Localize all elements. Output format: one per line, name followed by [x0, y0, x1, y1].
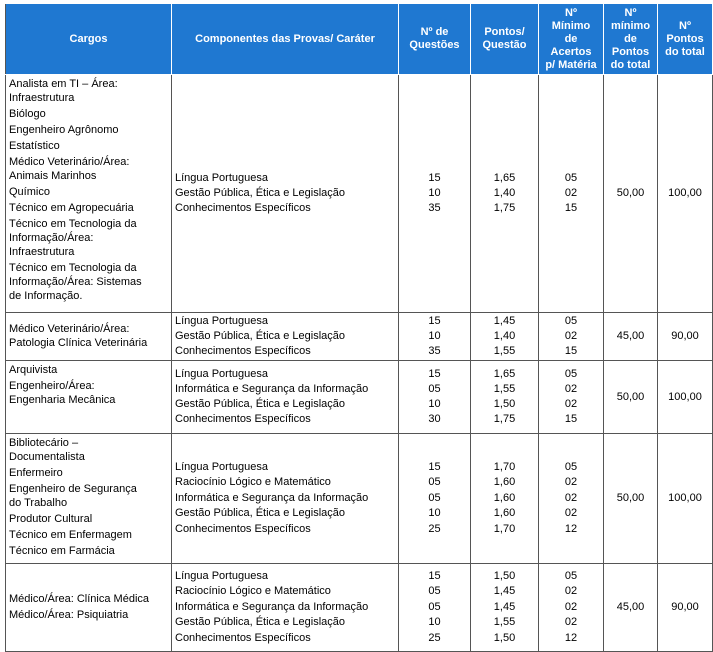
pontos-value: 1,50 [493, 569, 516, 582]
componentes-value: Língua Portuguesa [175, 172, 268, 184]
pontos-total-cell: 100,00 [658, 434, 713, 564]
cargo-line: Arquivista [9, 364, 58, 376]
questoes-value: 15 [428, 172, 441, 184]
min-pontos-cell: 50,00 [604, 434, 658, 564]
cargo-line: Estatístico [9, 140, 60, 152]
pontos-value: 1,45 [493, 585, 516, 598]
componentes-cell [172, 313, 399, 361]
acertos-value: 02 [564, 600, 578, 613]
componentes-value: Informática e Segurança da Informação [175, 491, 369, 504]
questoes-cell [399, 361, 471, 434]
pontos-cell [471, 75, 539, 313]
min-pontos-cell: 45,00 [604, 564, 658, 652]
pontos-cell [471, 313, 539, 361]
componentes-value: Informática e Segurança da Informação [175, 383, 369, 395]
cargo-line: Infraestrutura [9, 92, 75, 104]
cargo-item [9, 379, 168, 407]
cargo-item [9, 123, 168, 137]
pontos-value: 1,50 [493, 398, 516, 410]
questoes-value: 05 [428, 600, 441, 613]
acertos-cell [539, 361, 604, 434]
cargo-item [9, 608, 168, 622]
pontos-total-cell: 90,00 [658, 564, 713, 652]
cargo-line: Técnico em Agropecuária [9, 202, 134, 214]
componentes-value: Informática e Segurança da Informação [175, 600, 369, 613]
cargo-line: Químico [9, 186, 50, 198]
header-pontos-total: Nº Pontos do total [658, 4, 713, 75]
pontos-cell [471, 434, 539, 564]
componentes-value: Língua Portuguesa [175, 569, 268, 582]
acertos-value: 05 [564, 460, 578, 473]
componentes-value: Gestão Pública, Ética e Legislação [175, 398, 345, 410]
cargo-item [9, 261, 168, 303]
componentes-value: Gestão Pública, Ética e Legislação [175, 187, 345, 199]
header-pontos-questao: Pontos/ Questão [471, 4, 539, 75]
pontos-value: 1,60 [493, 476, 516, 489]
questoes-value: 25 [428, 631, 441, 644]
questoes-cell [399, 75, 471, 313]
acertos-value: 02 [564, 585, 578, 598]
cargo-item [9, 436, 168, 464]
acertos-value: 02 [564, 330, 578, 342]
questoes-value: 30 [428, 413, 441, 425]
cargo-item [9, 512, 168, 526]
questoes-value: 35 [428, 202, 441, 214]
componentes-cell [172, 361, 399, 434]
header-num-questoes: Nº de Questões [399, 4, 471, 75]
cargo-line: Documentalista [9, 451, 85, 463]
cargo-line: Informação/Área: [9, 232, 94, 244]
cargo-line: Analista em TI – Área: [9, 78, 118, 90]
questoes-value: 05 [428, 383, 441, 395]
questoes-value: 10 [428, 330, 441, 342]
cargo-item [9, 592, 168, 606]
acertos-value: 15 [564, 345, 578, 357]
header-min-pontos: Nº mínimo de Pontos do total [604, 4, 658, 75]
componentes-value: Gestão Pública, Ética e Legislação [175, 507, 345, 520]
cargo-line: Bibliotecário – [9, 437, 79, 449]
table-row [6, 313, 713, 361]
cargo-item [9, 107, 168, 121]
cargo-line: Infraestrutura [9, 246, 75, 258]
cargo-line: Biólogo [9, 108, 46, 120]
pontos-value: 1,65 [493, 172, 516, 184]
pontos-value: 1,50 [493, 631, 516, 644]
cargo-line: Patologia Clínica Veterinária [9, 336, 148, 349]
header-row [6, 4, 713, 75]
acertos-value: 05 [564, 368, 578, 380]
pontos-value: 1,55 [493, 345, 516, 357]
componentes-value: Raciocínio Lógico e Matemático [175, 585, 331, 598]
pontos-total-cell: 100,00 [658, 361, 713, 434]
table-row [6, 361, 713, 434]
cargo-line: Técnico em Tecnologia da [9, 262, 137, 274]
acertos-value: 02 [564, 476, 578, 489]
acertos-value: 02 [564, 187, 578, 199]
acertos-cell [539, 564, 604, 652]
acertos-value: 02 [564, 398, 578, 410]
componentes-value: Conhecimentos Específicos [175, 345, 311, 357]
cargos-cell [6, 75, 172, 313]
cargo-line: Técnico em Tecnologia da [9, 218, 137, 230]
questoes-cell [399, 313, 471, 361]
questoes-value: 05 [428, 585, 441, 598]
componentes-value: Língua Portuguesa [175, 315, 268, 327]
cargo-item [9, 466, 168, 480]
acertos-value: 05 [564, 569, 578, 582]
cargos-cell [6, 313, 172, 361]
cargo-item [9, 201, 168, 215]
pontos-cell [471, 361, 539, 434]
table-row [6, 434, 713, 564]
cargo-item [9, 482, 168, 510]
componentes-value: Língua Portuguesa [175, 368, 268, 380]
pontos-value: 1,60 [493, 491, 516, 504]
cargo-line: Produtor Cultural [9, 513, 93, 525]
cargo-line: Informação/Área: Sistemas [9, 276, 142, 288]
cargo-item [9, 544, 168, 558]
pontos-value: 1,75 [493, 202, 516, 214]
componentes-cell [172, 75, 399, 313]
cargo-item [9, 528, 168, 542]
cargo-line: Médico/Área: Psiquiatria [9, 608, 129, 621]
questoes-cell [399, 564, 471, 652]
questoes-value: 25 [428, 522, 441, 535]
componentes-value: Língua Portuguesa [175, 460, 268, 473]
cargo-line: Animais Marinhos [9, 170, 97, 182]
table-row [6, 564, 713, 652]
pontos-value: 1,55 [493, 616, 516, 629]
cargo-line: Engenheiro/Área: [9, 380, 95, 392]
cargo-line: Médico Veterinário/Área: [9, 156, 130, 168]
questoes-value: 10 [428, 616, 441, 629]
pontos-value: 1,70 [493, 460, 516, 473]
cargo-line: Técnico em Farmácia [9, 545, 115, 557]
componentes-value: Gestão Pública, Ética e Legislação [175, 616, 345, 629]
componentes-value: Raciocínio Lógico e Matemático [175, 476, 331, 489]
pontos-value: 1,45 [493, 600, 516, 613]
componentes-value: Conhecimentos Específicos [175, 631, 311, 644]
cargo-line: Engenheiro Agrônomo [9, 124, 119, 136]
questoes-value: 10 [428, 398, 441, 410]
header-componentes: Componentes das Provas/ Caráter [172, 4, 399, 75]
questoes-value: 15 [428, 368, 441, 380]
cargos-cell [6, 361, 172, 434]
header-min-acertos: Nº Mínimo de Acertos p/ Matéria [539, 4, 604, 75]
pontos-value: 1,60 [493, 507, 516, 520]
acertos-value: 12 [564, 631, 578, 644]
cargo-line: Engenheiro de Segurança [9, 483, 137, 495]
cargo-item [9, 77, 168, 105]
cargo-line: Médico Veterinário/Área: [9, 322, 130, 335]
pontos-cell [471, 564, 539, 652]
acertos-cell [539, 434, 604, 564]
cargo-line: Técnico em Enfermagem [9, 529, 132, 541]
questoes-value: 15 [428, 460, 441, 473]
pontos-value: 1,55 [493, 383, 516, 395]
cargo-line: Enfermeiro [9, 467, 63, 479]
pontos-value: 1,65 [493, 368, 516, 380]
pontos-value: 1,75 [493, 413, 516, 425]
pontos-total-cell: 100,00 [658, 75, 713, 313]
componentes-cell [172, 434, 399, 564]
cargos-cell [6, 564, 172, 652]
pontos-value: 1,40 [493, 187, 516, 199]
acertos-value: 02 [564, 383, 578, 395]
cargo-line: Engenharia Mecânica [9, 394, 116, 406]
min-pontos-cell: 45,00 [604, 313, 658, 361]
questoes-cell [399, 434, 471, 564]
questoes-value: 05 [428, 491, 441, 504]
questoes-value: 10 [428, 187, 441, 199]
componentes-value: Conhecimentos Específicos [175, 202, 311, 214]
header-cargos: Cargos [6, 4, 172, 75]
exam-table [5, 3, 713, 652]
cargo-item [9, 155, 168, 183]
questoes-value: 10 [428, 507, 441, 520]
acertos-value: 05 [564, 315, 578, 327]
acertos-cell [539, 313, 604, 361]
acertos-value: 15 [564, 413, 578, 425]
questoes-value: 05 [428, 476, 441, 489]
cargo-item [9, 185, 168, 199]
cargo-item [9, 139, 168, 153]
pontos-total-cell: 90,00 [658, 313, 713, 361]
cargos-cell [6, 434, 172, 564]
min-pontos-cell: 50,00 [604, 361, 658, 434]
cargo-line: do Trabalho [9, 497, 68, 509]
acertos-value: 02 [564, 616, 578, 629]
cargo-item [9, 217, 168, 259]
cargo-item [9, 363, 168, 377]
cargo-line: Médico/Área: Clínica Médica [9, 592, 150, 605]
pontos-value: 1,40 [493, 330, 516, 342]
min-pontos-cell: 50,00 [604, 75, 658, 313]
acertos-value: 12 [564, 522, 578, 535]
acertos-value: 05 [564, 172, 578, 184]
acertos-cell [539, 75, 604, 313]
questoes-value: 35 [428, 345, 441, 357]
componentes-cell [172, 564, 399, 652]
componentes-value: Conhecimentos Específicos [175, 413, 311, 425]
pontos-value: 1,45 [493, 315, 516, 327]
table-row [6, 75, 713, 313]
acertos-value: 15 [564, 202, 578, 214]
questoes-value: 15 [428, 315, 441, 327]
componentes-value: Gestão Pública, Ética e Legislação [175, 330, 345, 342]
cargo-line: de Informação. [9, 290, 83, 302]
componentes-value: Conhecimentos Específicos [175, 522, 311, 535]
cargo-item [9, 322, 168, 350]
acertos-value: 02 [564, 507, 578, 520]
questoes-value: 15 [428, 569, 441, 582]
acertos-value: 02 [564, 491, 578, 504]
pontos-value: 1,70 [493, 522, 516, 535]
